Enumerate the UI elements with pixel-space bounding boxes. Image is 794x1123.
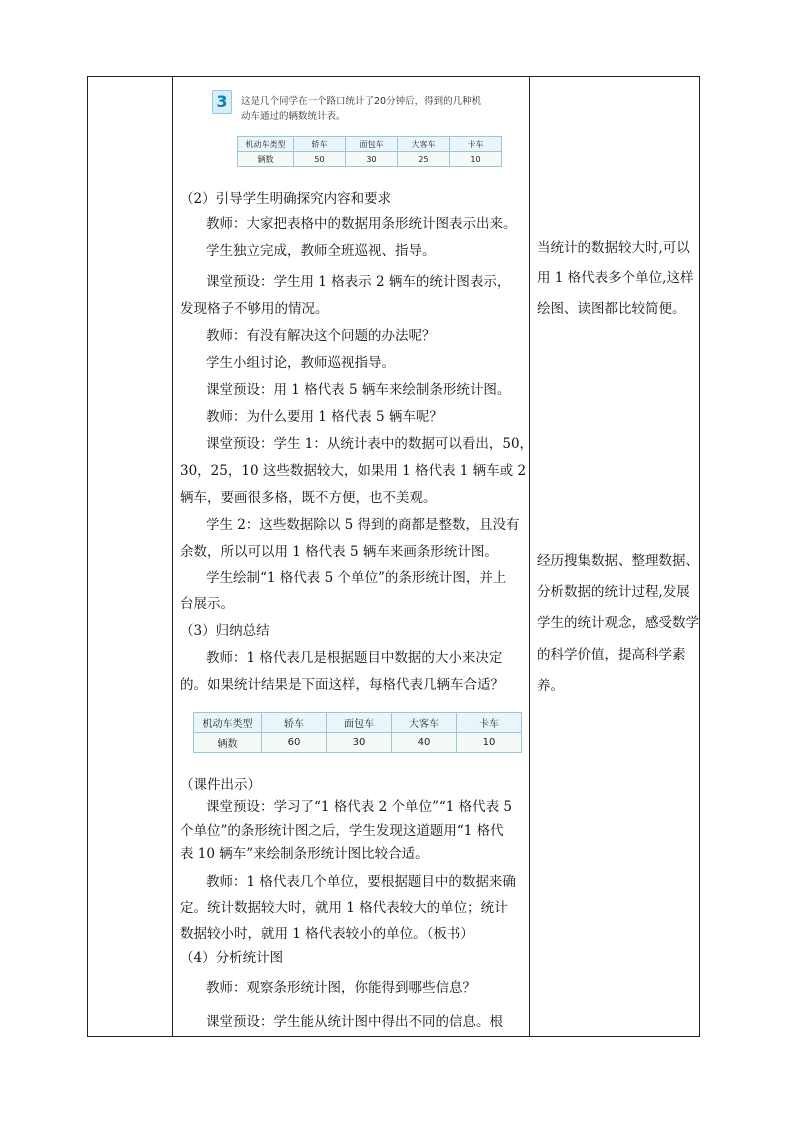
table2-header-truck: 卡车 bbox=[457, 713, 522, 733]
table2-value-bus: 40 bbox=[392, 733, 457, 753]
content-line: 学生独立完成，教师全班巡视、指导。 bbox=[206, 243, 436, 259]
table2-value-car: 60 bbox=[262, 733, 327, 753]
table2-value-truck: 10 bbox=[457, 733, 522, 753]
table1-value-van: 30 bbox=[346, 152, 398, 167]
table2-row-label: 辆数 bbox=[194, 733, 262, 753]
table1-row-label: 辆数 bbox=[238, 152, 294, 167]
content-line: 教师：1 格代表几个单位，要根据题目中的数据来确 bbox=[206, 874, 516, 890]
content-line: 课堂预设：用 1 格代表 5 辆车来绘制条形统计图。 bbox=[206, 382, 511, 398]
side-note-2-line: 的科学价值，提高科学素 bbox=[537, 647, 686, 663]
table2-value-van: 30 bbox=[327, 733, 392, 753]
content-line: 学生 2：这些数据除以 5 得到的商都是整数，且没有 bbox=[206, 517, 520, 533]
content-line: 课堂预设：学生用 1 格表示 2 辆车的统计图表示， bbox=[206, 274, 511, 290]
content-line: 的。如果统计结果是下面这样，每格代表几辆车合适？ bbox=[180, 677, 504, 693]
table1-value-bus: 25 bbox=[398, 152, 450, 167]
table1-value-truck: 10 bbox=[450, 152, 502, 167]
column-divider-left bbox=[172, 76, 173, 1036]
table2-header-bus: 大客车 bbox=[392, 713, 457, 733]
table1-header-truck: 卡车 bbox=[450, 137, 502, 152]
content-line: 课堂预设：学生能从统计图中得出不同的信息。根 bbox=[206, 1014, 503, 1030]
table2-header-car: 轿车 bbox=[262, 713, 327, 733]
table1-header-type: 机动车类型 bbox=[238, 137, 294, 152]
content-line: 学生小组讨论，教师巡视指导。 bbox=[206, 355, 395, 371]
side-note-2-line: 养。 bbox=[537, 678, 564, 694]
side-note-1-line: 用 1 格代表多个单位,这样 bbox=[537, 270, 694, 286]
table1-header-car: 轿车 bbox=[294, 137, 346, 152]
side-note-1-line: 绘图、读图都比较简便。 bbox=[537, 301, 686, 317]
problem-text-line-2: 动车通过的辆数统计表。 bbox=[241, 111, 346, 122]
content-line: 教师：1 格代表几是根据题目中数据的大小来决定 bbox=[206, 650, 503, 666]
table2-header-type: 机动车类型 bbox=[194, 713, 262, 733]
side-note-1-line: 当统计的数据较大时,可以 bbox=[537, 240, 690, 256]
table1-value-car: 50 bbox=[294, 152, 346, 167]
content-line: 教师：观察条形统计图，你能得到哪些信息？ bbox=[206, 980, 476, 996]
content-line: 数据较小时，就用 1 格代表较小的单位。（板书） bbox=[180, 926, 474, 942]
step-2-heading: （2）引导学生明确探究内容和要求 bbox=[180, 191, 392, 207]
content-line: 个单位”的条形统计图之后，学生发现这道题用“1 格代 bbox=[180, 823, 504, 839]
side-note-2-line: 学生的统计观念，感受数学 bbox=[537, 615, 699, 631]
table1-header-bus: 大客车 bbox=[398, 137, 450, 152]
table2-header-van: 面包车 bbox=[327, 713, 392, 733]
content-line: 教师：为什么要用 1 格代表 5 辆车呢？ bbox=[206, 409, 443, 425]
column-divider-right bbox=[529, 76, 530, 1036]
content-line: 30，25，10 这些数据较大，如果用 1 格代表 1 辆车或 2 bbox=[180, 463, 527, 479]
content-line: 台展示。 bbox=[180, 596, 234, 612]
vehicle-count-table-1 bbox=[237, 136, 502, 167]
content-line: 表 10 辆车”来绘制条形统计图比较合适。 bbox=[180, 846, 429, 862]
vehicle-count-table-2 bbox=[193, 712, 522, 753]
content-line: 教师：有没有解决这个问题的办法呢？ bbox=[206, 328, 436, 344]
step-3-heading: （3）归纳总结 bbox=[180, 623, 270, 639]
table1-header-van: 面包车 bbox=[346, 137, 398, 152]
problem-number-badge: 3 bbox=[212, 90, 232, 114]
side-note-2-line: 分析数据的统计过程,发展 bbox=[537, 584, 690, 600]
step-4-heading: （4）分析统计图 bbox=[180, 950, 284, 966]
content-line: 发现格子不够用的情况。 bbox=[180, 301, 329, 317]
content-line: 余数，所以可以用 1 格代表 5 辆车来画条形统计图。 bbox=[180, 544, 498, 560]
content-line: 定。统计数据较大时，就用 1 格代表较大的单位；统计 bbox=[180, 900, 508, 916]
content-line: 教师：大家把表格中的数据用条形统计图表示出来。 bbox=[206, 216, 517, 232]
content-line: 学生绘制“1 格代表 5 个单位”的条形统计图，并上 bbox=[206, 570, 507, 586]
side-note-2-line: 经历搜集数据、整理数据、 bbox=[537, 553, 699, 569]
content-line: 课堂预设：学习了“1 格代表 2 个单位”“1 格代表 5 bbox=[206, 799, 513, 815]
content-line: 课堂预设：学生 1：从统计表中的数据可以看出，50， bbox=[206, 436, 534, 452]
problem-text-line-1: 这是几个同学在一个路口统计了20分钟后，得到的几种机 bbox=[241, 96, 482, 107]
content-line: 辆车，要画很多格，既不方便，也不美观。 bbox=[180, 490, 437, 506]
content-line: （课件出示） bbox=[180, 777, 261, 793]
